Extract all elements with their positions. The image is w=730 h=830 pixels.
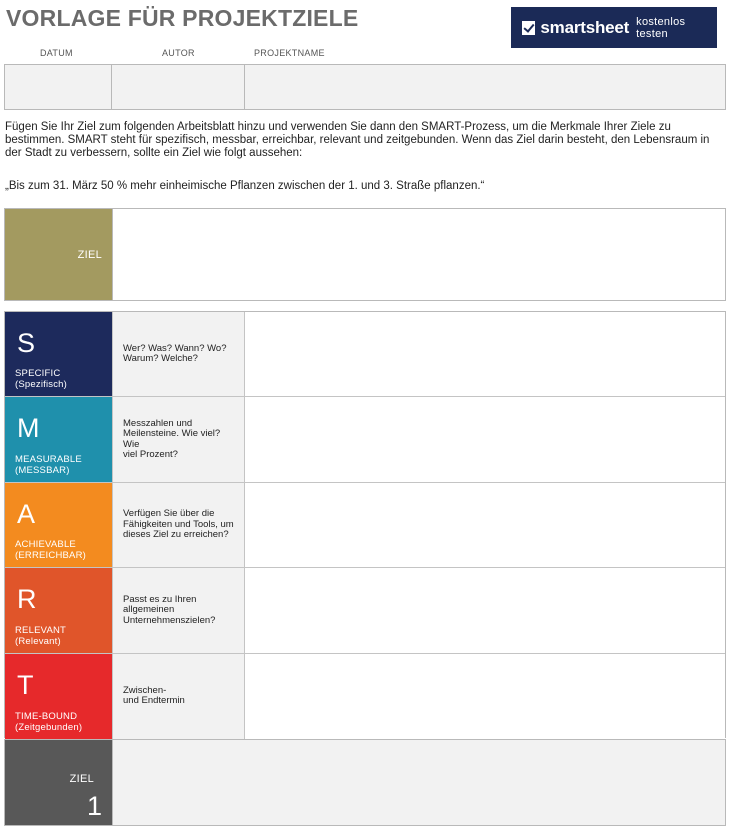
smartsheet-logo-button[interactable] bbox=[511, 7, 717, 48]
ziel-1-label-cell bbox=[5, 740, 112, 825]
project-info-row bbox=[4, 64, 726, 110]
page-title: VORLAGE FÜR PROJEKTZIELE bbox=[6, 5, 359, 31]
smart-answer-field[interactable] bbox=[245, 312, 725, 396]
goal-row bbox=[4, 208, 726, 301]
smart-answer-field[interactable] bbox=[245, 654, 725, 739]
smart-row-measurable bbox=[5, 397, 725, 482]
smart-question: Wer? Was? Wann? Wo? Warum? Welche? bbox=[112, 312, 245, 396]
projektname-field[interactable] bbox=[245, 65, 725, 109]
ziel-1-label: ZIEL bbox=[69, 773, 94, 785]
ziel-1-row bbox=[4, 739, 726, 826]
ziel-1-number: 1 bbox=[86, 791, 102, 821]
logo-brand: smartsheet bbox=[540, 17, 630, 37]
label-autor: AUTOR bbox=[162, 48, 195, 58]
smart-word-en: TIME-BOUND bbox=[15, 710, 78, 722]
smart-letter: M bbox=[17, 413, 40, 444]
smart-row-time-bound bbox=[5, 654, 725, 739]
smart-question: Verfügen Sie über die Fähigkeiten und Tools, um dieses Ziel zu erreichen? bbox=[112, 483, 245, 567]
smart-letter-cell bbox=[5, 568, 112, 652]
smart-word-de: (Spezifisch) bbox=[15, 379, 68, 391]
smart-word-en: MEASURABLE bbox=[15, 453, 82, 465]
smart-letter: A bbox=[17, 498, 36, 529]
smart-word-de: (Zeitgebunden) bbox=[15, 721, 83, 733]
smart-word-de: (MESSBAR) bbox=[15, 464, 70, 476]
smart-question: Zwischen- und Endtermin bbox=[112, 654, 245, 739]
smart-word-de: (ERREICHBAR) bbox=[15, 550, 87, 562]
smart-word bbox=[15, 625, 66, 647]
goal-field[interactable] bbox=[112, 209, 725, 300]
smart-word-en: RELEVANT bbox=[15, 624, 67, 636]
smart-word-de: (Relevant) bbox=[15, 635, 61, 647]
smart-word bbox=[15, 539, 86, 561]
autor-field[interactable] bbox=[112, 65, 245, 109]
smart-word-en: ACHIEVABLE bbox=[15, 539, 76, 551]
smart-letter-cell bbox=[5, 654, 112, 739]
smart-answer-field[interactable] bbox=[245, 568, 725, 652]
smart-letter-cell bbox=[5, 312, 112, 396]
label-projektname: PROJEKTNAME bbox=[254, 48, 325, 58]
smart-question: Messzahlen und Meilensteine. Wie viel? Wie viel Prozent? bbox=[112, 397, 245, 481]
datum-field[interactable] bbox=[5, 65, 112, 109]
smart-answer-field[interactable] bbox=[245, 483, 725, 567]
ziel-1-field[interactable] bbox=[112, 740, 725, 825]
smart-row-relevant bbox=[5, 568, 725, 653]
smart-letter: R bbox=[17, 584, 37, 615]
smart-word bbox=[15, 711, 82, 733]
label-datum: DATUM bbox=[40, 48, 73, 58]
smart-row-specific bbox=[5, 312, 725, 397]
smart-word-en: SPECIFIC bbox=[15, 368, 61, 380]
goal-label: ZIEL bbox=[5, 209, 112, 300]
smart-table bbox=[4, 311, 726, 738]
checkmark-icon bbox=[522, 21, 535, 35]
example-goal-text: „Bis zum 31. März 50 % mehr einheimische Pflanzen zwischen der 1. und 3. Straße pflanzen.“ bbox=[5, 180, 485, 192]
smart-word bbox=[15, 454, 82, 476]
smart-letter: S bbox=[17, 328, 36, 358]
smart-letter-cell bbox=[5, 483, 112, 567]
smart-word bbox=[15, 368, 67, 390]
smart-row-achievable bbox=[5, 483, 725, 568]
smart-letter-cell bbox=[5, 397, 112, 481]
intro-text: Fügen Sie Ihr Ziel zum folgenden Arbeitsblatt hinzu und verwenden Sie dann den SMART-Prozess, um die Merkmale Ihrer Ziele zu bestimmen. SMART steht für spezifisch, messbar, erreichbar, relevant und zeitgebunden. Wenn das Ziel darin besteht, den Lebensraum in der Stadt zu verbessern, sollte ein Ziel wie folgt aussehen: bbox=[5, 121, 710, 159]
smart-question: Passt es zu Ihren allgemeinen Unternehmenszielen? bbox=[112, 568, 245, 652]
smart-answer-field[interactable] bbox=[245, 397, 725, 481]
logo-cta: kostenlos testen bbox=[636, 15, 686, 40]
smart-letter: T bbox=[17, 669, 34, 700]
